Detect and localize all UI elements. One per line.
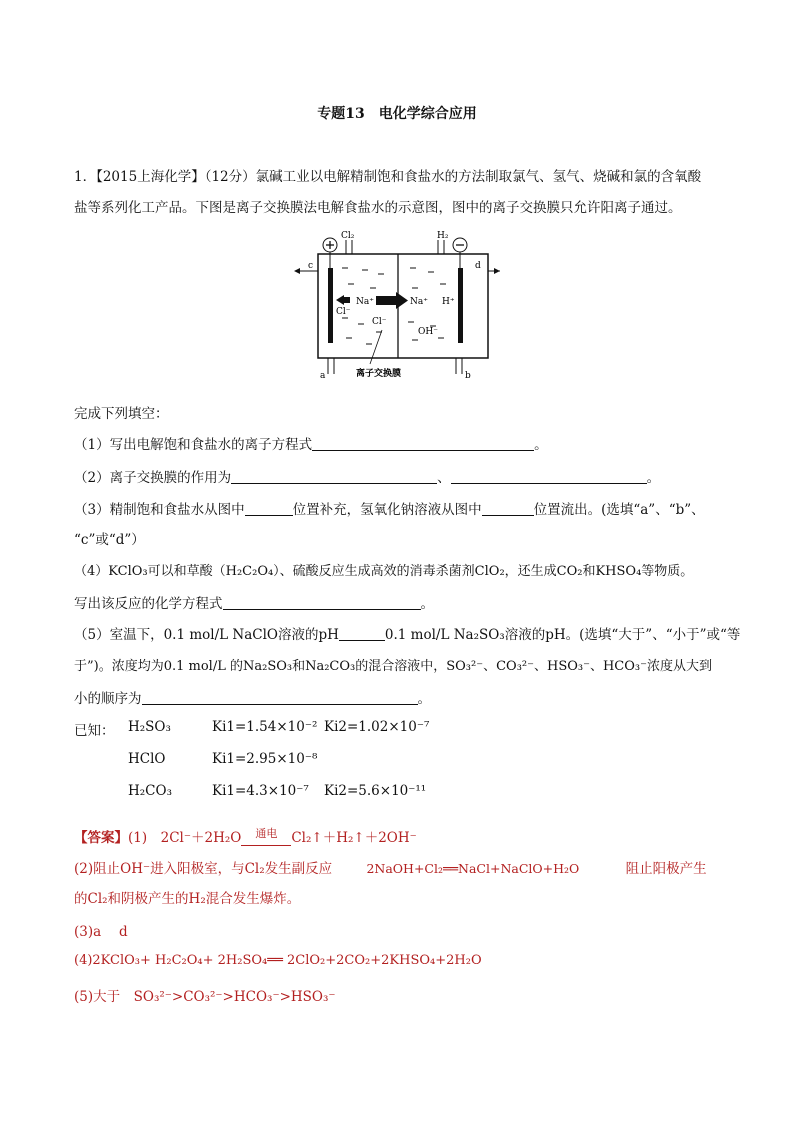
- known-k1-2: Ki1=2.95×10⁻⁸: [212, 751, 318, 767]
- answer-3: (3)a d: [74, 924, 128, 940]
- answer-blank-3a[interactable]: [245, 501, 293, 516]
- question-text-line1: 1．【2015上海化学】（12分）氯碱工业以电解精制饱和食盐水的方法制取氯气、氢气、烧碱和氯的含氧酸: [74, 169, 702, 185]
- answer-line1: 【答案】(1) 2Cl⁻＋2H₂O 通电 Cl₂↑＋H₂↑＋2OH⁻: [74, 827, 417, 846]
- known-acid-2: HClO: [128, 751, 166, 767]
- na-right-label: Na⁺: [410, 297, 428, 307]
- inlet-a-label: a: [320, 371, 326, 381]
- q5-line2: 于”)。浓度均为0.1 mol/L 的Na₂SO₃和Na₂CO₃的混合溶液中，SO₃²⁻、CO₃²⁻、HSO₃⁻、HCO₃⁻浓度从大到: [74, 659, 712, 674]
- outlet-c-arrow-icon: [294, 268, 300, 274]
- answer-blank-5a[interactable]: [339, 626, 385, 641]
- q3-line: （3）精制饱和食盐水从图中 位置补充，氢氧化钠溶液从图中 位置流出。(选填“a”、“b”、: [74, 502, 705, 518]
- membrane-label: 离子交换膜: [356, 369, 402, 379]
- answer-5: (5)大于 SO₃²⁻>CO₃²⁻>HCO₃⁻>HSO₃⁻: [74, 989, 336, 1005]
- na-migration-arrow-icon: [396, 292, 408, 309]
- known-k2-1: Ki2=1.02×10⁻⁷: [324, 719, 430, 735]
- answer-label: 【答案】: [74, 830, 128, 846]
- answer-line3: 的Cl₂和阴极产生的H₂混合发生爆炸。: [74, 891, 301, 907]
- answer-blank-1[interactable]: [312, 436, 534, 451]
- outlet-c-label: c: [308, 261, 314, 271]
- q4-line2: 写出该反应的化学方程式 。: [74, 596, 434, 612]
- h-plus-label: H⁺: [442, 297, 455, 307]
- q5-line3: 小的顺序为 。: [74, 691, 431, 707]
- known-k1-3: Ki1=4.3×10⁻⁷: [212, 783, 309, 799]
- outlet-d-label: d: [475, 261, 481, 271]
- answer-blank-5b[interactable]: [142, 690, 418, 705]
- answer-4: (4)2KClO₃+ H₂C₂O₄+ 2H₂SO₄══ 2ClO₂+2CO₂+2KHSO₄+2H₂O: [74, 953, 482, 968]
- page-title: 专题13 电化学综合应用: [317, 106, 477, 122]
- electrolysis-diagram: [290, 226, 500, 381]
- h2-label: H₂: [437, 231, 449, 241]
- known-k2-3: Ki2=5.6×10⁻¹¹: [324, 783, 427, 799]
- answer-line2: (2)阻止OH⁻进入阳极室，与Cl₂发生副反应 2NaOH+Cl₂══NaCl+NaClO+H₂O 阻止阳极产生: [74, 861, 707, 877]
- cl-left-label: Cl⁻: [336, 307, 351, 317]
- answer-blank-2a[interactable]: [231, 469, 437, 484]
- electrolysis-condition: 通电: [241, 837, 291, 846]
- cl2-label: Cl₂: [341, 231, 355, 241]
- known-acid-3: H₂CO₃: [128, 783, 172, 799]
- q1-line: （1）写出电解饱和食盐水的离子方程式 。: [74, 437, 548, 453]
- q3-line2: “c”或“d”）: [74, 532, 145, 548]
- oh-label: OH⁻: [418, 327, 438, 337]
- cl-arrow-icon: [336, 295, 344, 305]
- answer-blank-4[interactable]: [223, 595, 421, 610]
- q4-line1: （4）KClO₃可以和草酸（H₂C₂O₄）、硫酸反应生成高效的消毒杀菌剂ClO₂，还生成CO₂和KHSO₄等物质。: [74, 564, 694, 579]
- answer-blank-3b[interactable]: [482, 501, 534, 516]
- q2-line: （2）离子交换膜的作用为 、 。: [74, 470, 661, 486]
- known-k1-1: Ki1=1.54×10⁻²: [212, 719, 318, 735]
- q5-line1: （5）室温下，0.1 mol/L NaClO溶液的pH 0.1 mol/L Na₂SO₃溶液的pH。(选填“大于”、“小于”或“等: [74, 627, 741, 643]
- answer-blank-2b[interactable]: [451, 469, 647, 484]
- inlet-b-label: b: [465, 371, 471, 381]
- cathode-electrode: [458, 268, 463, 343]
- outlet-d-arrow-icon: [494, 268, 500, 274]
- known-label: 已知：: [74, 723, 115, 739]
- na-left-label: Na⁺: [356, 297, 374, 307]
- cl-mid-label: Cl⁻: [372, 317, 387, 327]
- prompt-text: 完成下列填空：: [74, 406, 169, 422]
- anode-electrode: [328, 268, 333, 343]
- question-text-line2: 盐等系列化工产品。下图是离子交换膜法电解食盐水的示意图，图中的离子交换膜只允许阳离子通过。: [74, 200, 682, 216]
- known-acid-1: H₂SO₃: [128, 719, 171, 735]
